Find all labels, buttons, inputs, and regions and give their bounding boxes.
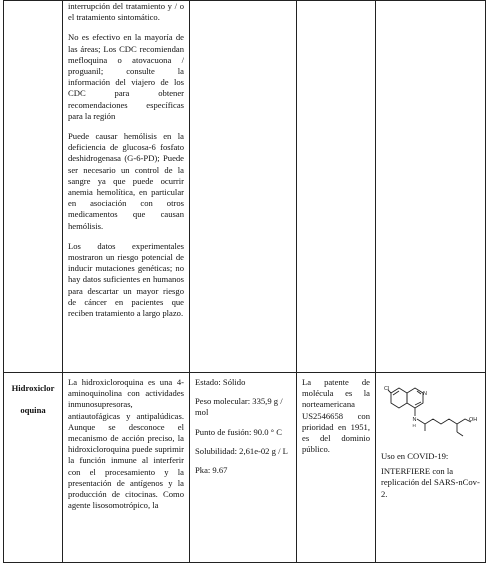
chlorine-label: Cl <box>383 386 389 392</box>
table-row <box>4 373 486 563</box>
drug-description: La hidroxicloroquina es una 4-aminoquinolina con actividades inmunosupresoras, antiautofágicas y antipalúdicas. Aunque se desconoce el mecanismo de acción preciso, la hidroxicloroquina puede suprimir la función inmune al interferir con el procesamiento y la presentación de antígenos y la producción de citocinas. Como agente lisosomotrópico, la <box>68 377 184 511</box>
patent-text: La patente de molécula es la norteamericana US2546658 con prioridad en 1951, es del dominio público. <box>302 377 370 455</box>
drug-name-cell <box>4 1 63 373</box>
molecule-structure-diagram <box>383 383 479 443</box>
paragraph: Los datos experimentales mostraron un riesgo potencial de inducir mutaciones genéticas; no hay datos suficientes en humanos para descartar un mayor riesgo de cáncer en pacientes que reciben tratamiento a largo plazo. <box>68 240 184 319</box>
property-melting-point: Punto de fusión: 90.0 ° C <box>195 426 282 437</box>
description-cell <box>63 373 190 563</box>
paragraph: interrupción del tratamiento y / o el tratamiento sintomático. <box>68 1 184 23</box>
use-cell <box>376 1 486 373</box>
hydroxyl-label: OH <box>468 417 477 423</box>
table-row <box>4 1 486 373</box>
property-solubility: Solubilidad: 2,61e-02 g / L <box>195 445 288 456</box>
properties-cell <box>190 1 297 373</box>
description-cell <box>63 1 190 373</box>
amine-nitrogen-label: N <box>412 417 416 423</box>
use-cell <box>376 373 486 563</box>
patent-cell <box>297 1 376 373</box>
amine-hydrogen-label: H <box>412 423 416 428</box>
patent-cell <box>297 373 376 563</box>
drug-name-line: oquina <box>20 405 46 415</box>
drug-name-line: Hidroxiclor <box>11 383 55 393</box>
properties-cell <box>190 373 297 563</box>
paragraph: No es efectivo en la mayoría de las áreas; Los CDC recomiendan mefloquina o atovacuona / proguanil; consulte la información del viajero de los CDC para obtener recomendaciones específicas para la región <box>68 32 184 121</box>
drug-name-cell <box>4 373 63 563</box>
use-title: Uso en COVID-19: <box>381 451 449 461</box>
property-pka: Pka: 9.67 <box>195 465 228 476</box>
use-text: INTERFIERE con la replicación del SARS-nCov-2. <box>381 466 480 499</box>
property-molecular-weight: Peso molecular: 335,9 g / mol <box>195 396 283 418</box>
ring-nitrogen-label: N <box>422 391 427 397</box>
paragraph: Puede causar hemólisis en la deficiencia de glucosa-6 fosfato deshidrogenasa (G-6-PD); Puede ser necesario un control de la sangre ya que puede ocurrir anemia hemolítica, en particular en asociación con otros medicamentos que causan hemólisis. <box>68 131 184 231</box>
drug-table <box>3 0 486 563</box>
property-state: Estado: Sólido <box>195 377 246 387</box>
